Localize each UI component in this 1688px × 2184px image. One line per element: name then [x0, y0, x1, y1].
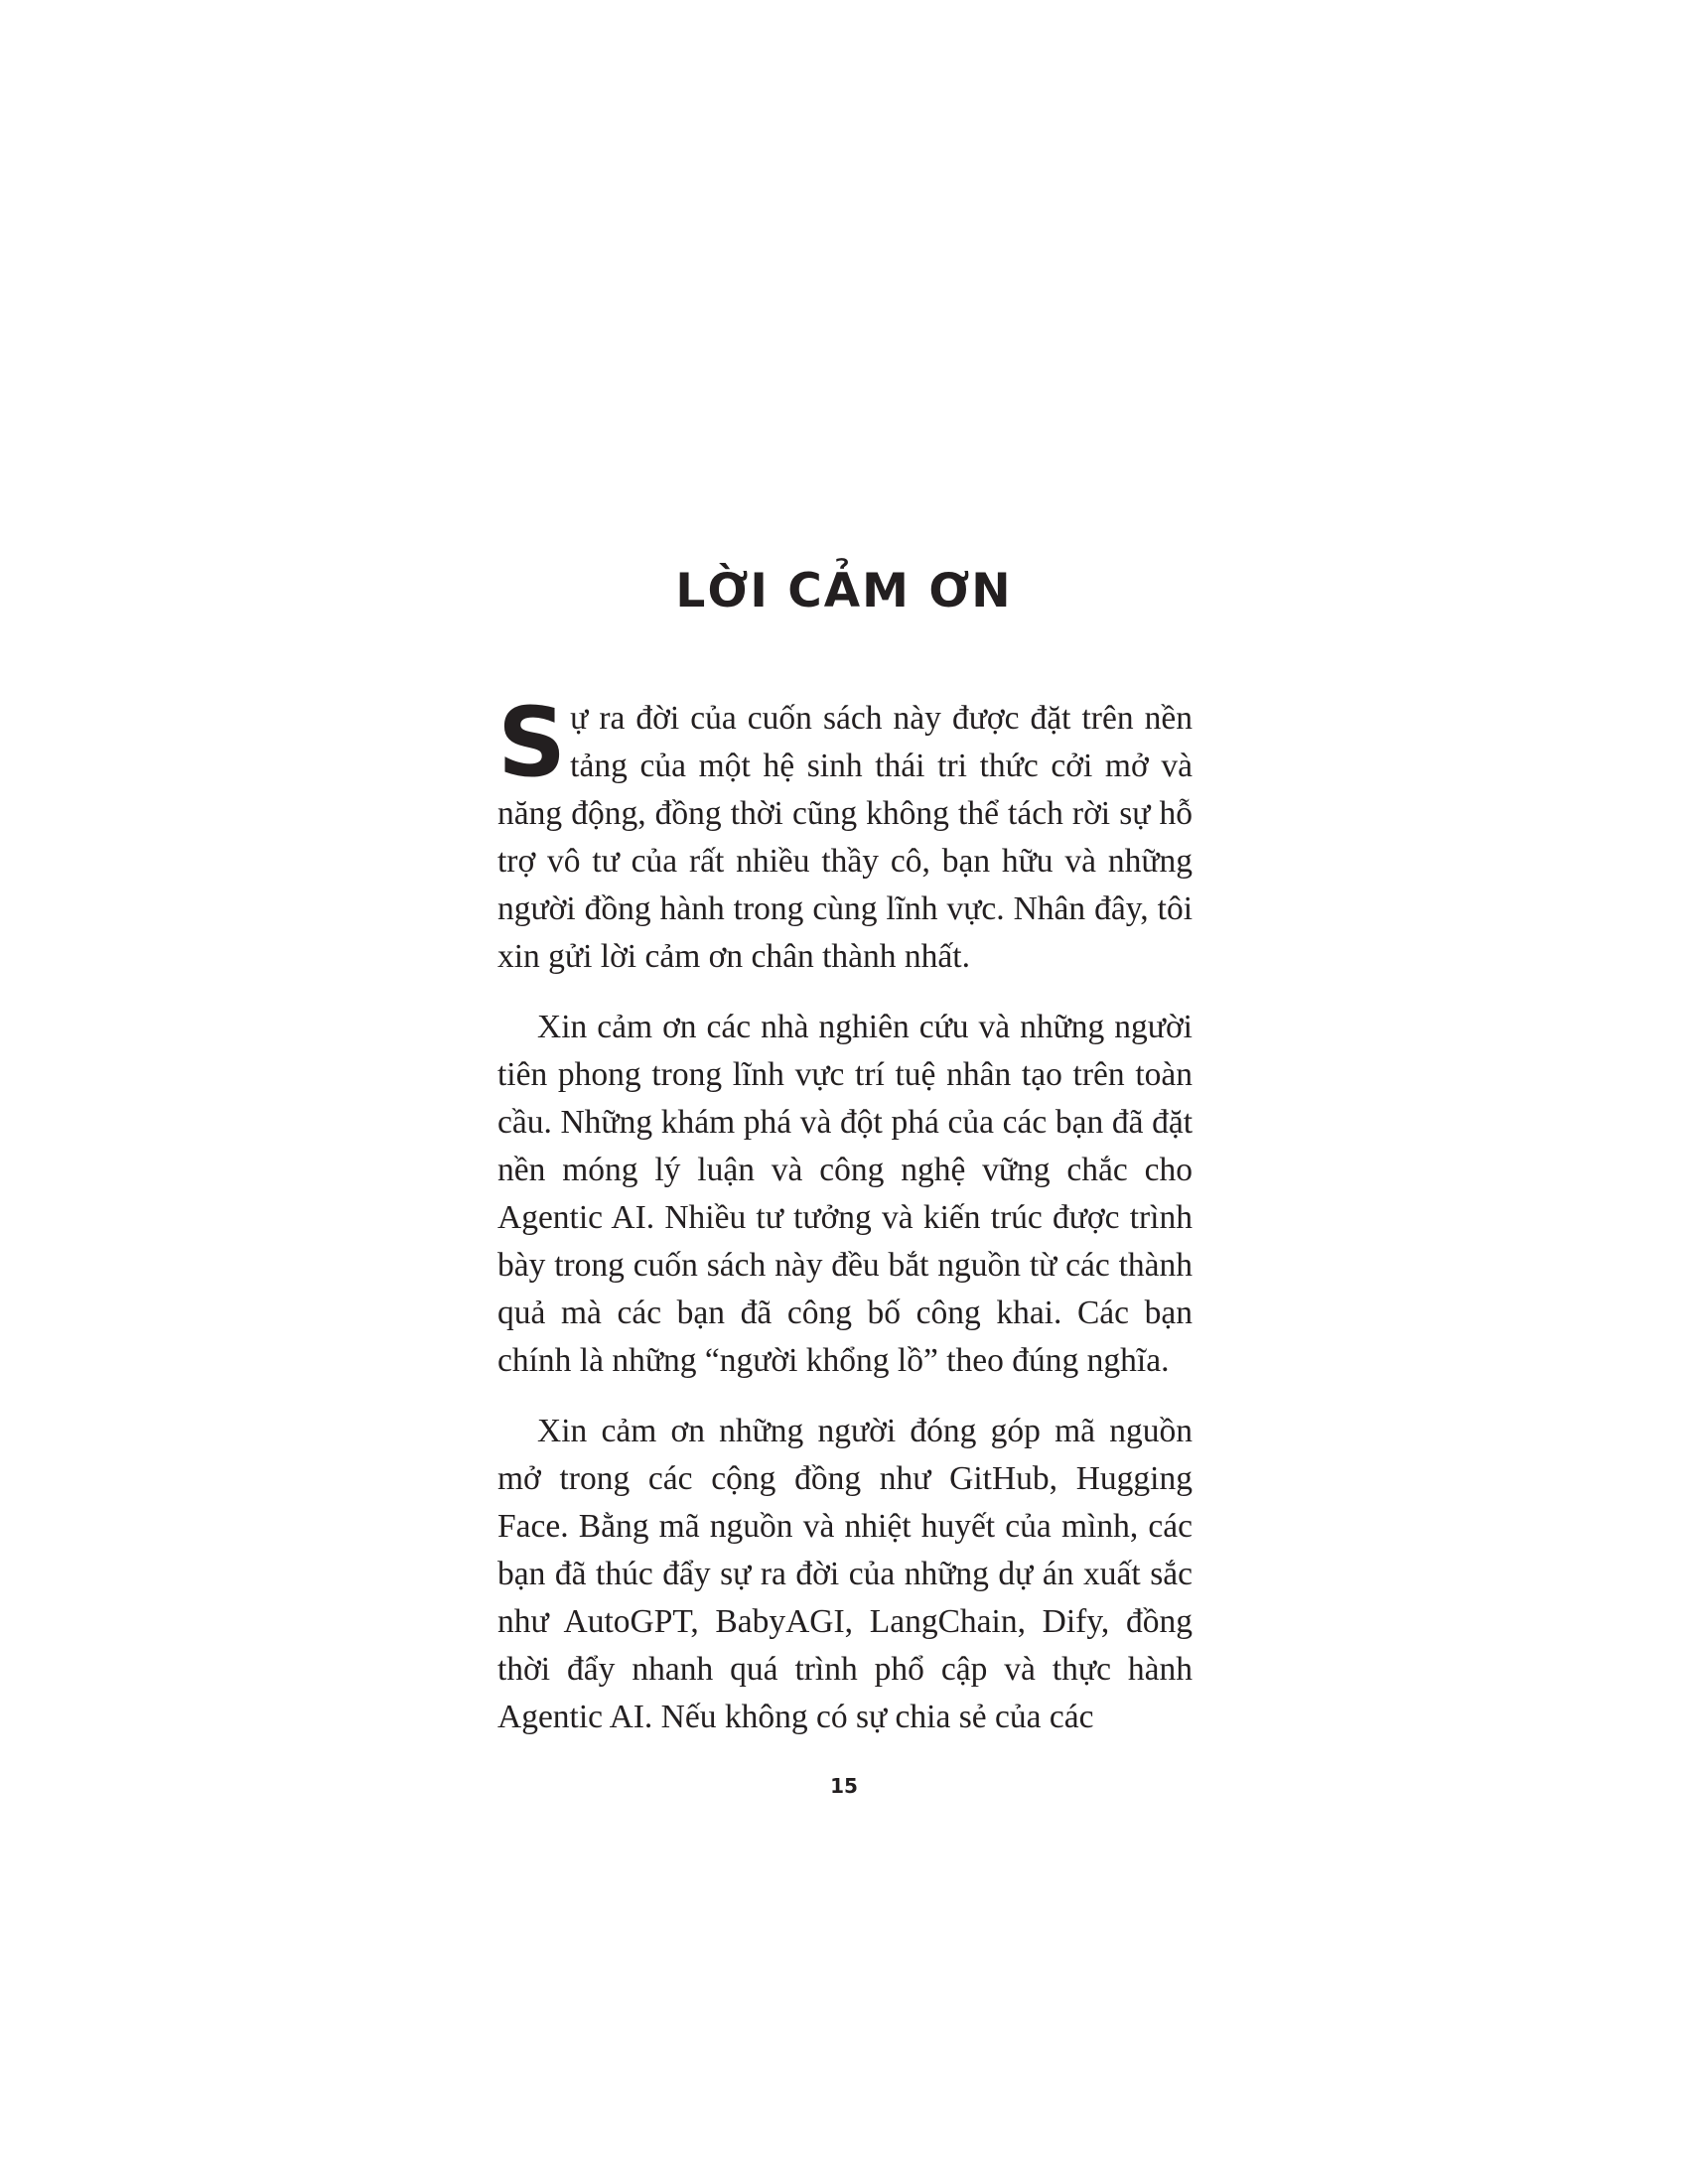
body-text: [497, 687, 1193, 1764]
paragraph-1-text: ự ra đời của cuốn sách này được đặt trên nền tảng của một hệ sinh thái tri thức cởi mở và năng động, đồng thời cũng không thể tách rời sự hỗ trợ vô tư của rất nhiều thầy cô, bạn hữu và những người đồng hành trong cùng lĩnh vực. Nhân đây, tôi xin gửi lời cảm ơn chân thành nhất.: [497, 700, 1193, 975]
paragraph-3: Xin cảm ơn những người đóng góp mã nguồn mở trong các cộng đồng như GitHub, Hugging Face. Bằng mã nguồn và nhiệt huyết của mình, các bạn đã thúc đẩy sự ra đời của những dự án xuất sắc như AutoGPT, BabyAGI, LangChain, Dify, đồng thời đẩy nhanh quá trình phổ cập và thực hành Agentic AI. Nếu không có sự chia sẻ của các: [497, 1413, 1193, 1735]
paragraph-2: Xin cảm ơn các nhà nghiên cứu và những người tiên phong trong lĩnh vực trí tuệ nhân tạo trên toàn cầu. Những khám phá và đột phá của các bạn đã đặt nền móng lý luận và công nghệ vững chắc cho Agentic AI. Nhiều tư tưởng và kiến trúc được trình bày trong cuốn sách này đều bắt nguồn từ các thành quả mà các bạn đã công bố công khai. Các bạn chính là những “người khổng lồ” theo đúng nghĩa.: [497, 1009, 1193, 1379]
paragraph-1: [497, 687, 1193, 981]
page-number: 15: [830, 1774, 858, 1798]
drop-cap: S: [497, 687, 567, 798]
chapter-title: LỜI CẢM ƠN: [675, 564, 1013, 618]
